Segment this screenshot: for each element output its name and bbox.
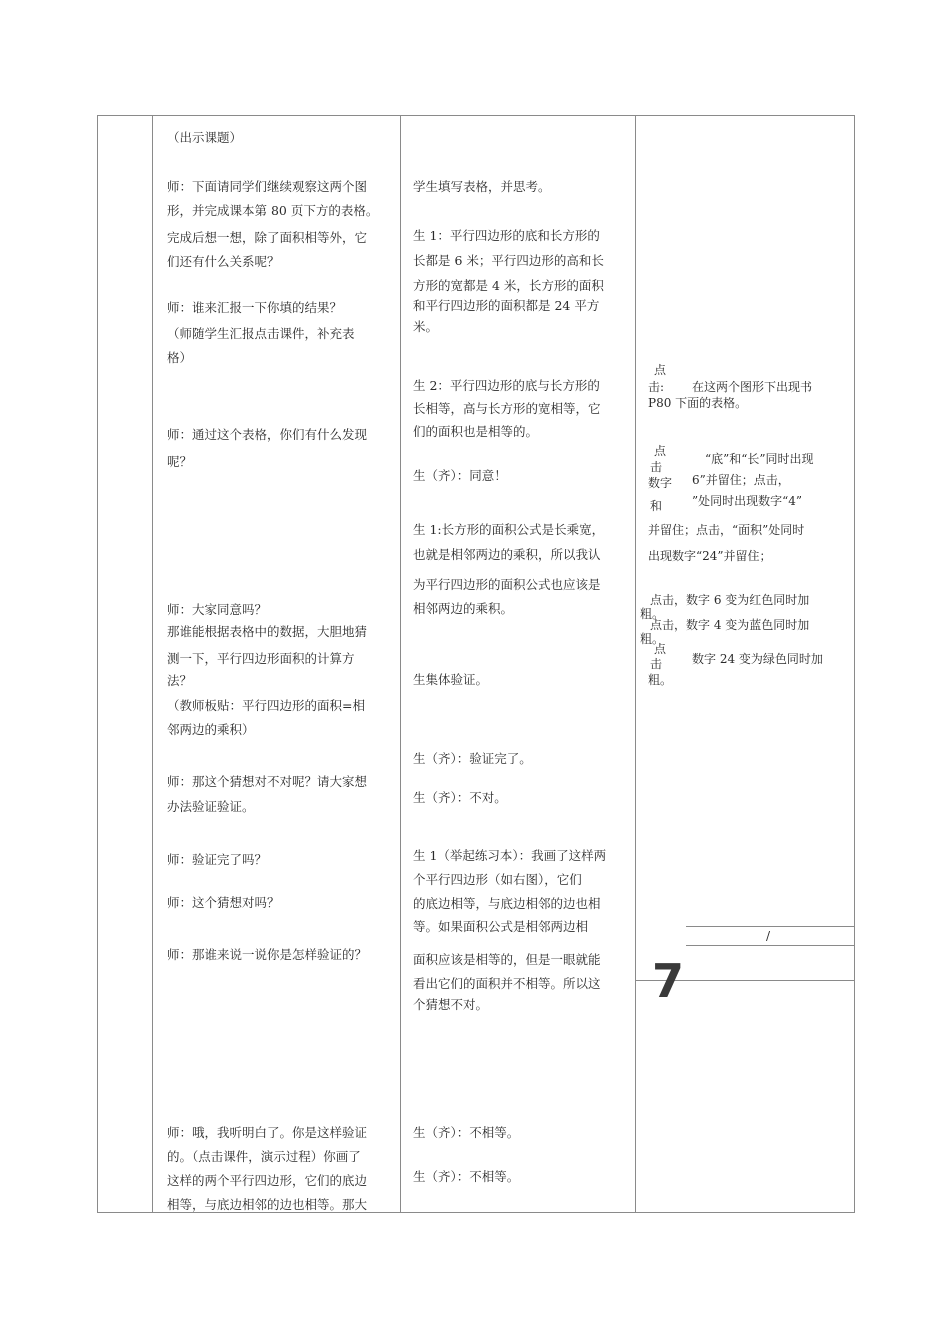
notes-line: 点击，数字 4 变为蓝色同时加 (650, 618, 810, 632)
notes-fragment-mark: 7 (652, 954, 685, 1008)
teacher-line: 师：验证完了吗？ (167, 852, 268, 867)
student-line: 生（齐）：同意！ (413, 468, 507, 483)
student-line: 个猜想不对。 (413, 997, 489, 1012)
teacher-line: 完成后想一想，除了面积相等外，它 (167, 230, 368, 245)
notes-line: 数字 24 变为绿色同时加 (692, 652, 823, 666)
student-line: 生 2：平行四边形的底与长方形的 (413, 378, 600, 393)
student-line: 生 1:长方形的面积公式是长乘宽， (413, 522, 605, 537)
teacher-line: 师：哦，我听明白了。你是这样验证 (167, 1125, 368, 1140)
notes-line: 在这两个图形下出现书 (692, 380, 813, 394)
notes-line: P80 下面的表格。 (648, 396, 748, 410)
notes-line: 点击，数字 6 变为红色同时加 (650, 593, 810, 607)
teacher-line: 师：大家同意吗？ (167, 602, 268, 617)
notes-line: 击: (648, 380, 665, 394)
teacher-line: 相等，与底边相邻的边也相等。那大 (167, 1197, 368, 1212)
teacher-line: 呢？ (167, 454, 193, 469)
teacher-line: 的。（点击课件，演示过程）你画了 (167, 1149, 361, 1164)
teacher-line: 格） (167, 350, 193, 365)
table-right-border (854, 115, 855, 1213)
notes-line: 击 (650, 460, 663, 474)
teacher-line: 这样的两个平行四边形，它们的底边 (167, 1173, 368, 1188)
student-line: 也就是相邻两边的乘积，所以我认 (413, 547, 601, 562)
notes-line: 出现数字“24”并留住； (648, 549, 772, 563)
student-line: 方形的宽都是 4 米，长方形的面积 (413, 278, 604, 293)
student-line: 们的面积也是相等的。 (413, 424, 539, 439)
teacher-line: 那谁能根据表格中的数据，大胆地猜 (167, 624, 368, 639)
notes-line: 数字 (648, 476, 673, 490)
student-line: 生（齐）：不对。 (413, 790, 507, 805)
notes-line: 点 (654, 363, 667, 377)
notes-line: 粗。 (648, 673, 673, 687)
column-divider-1 (152, 115, 153, 1213)
notes-line: 6”并留住；点击， (692, 473, 790, 487)
student-line: 为平行四边形的面积公式也应该是 (413, 577, 601, 592)
student-line: 生集体验证。 (413, 672, 489, 687)
student-line: 生 1：平行四边形的底和长方形的 (413, 228, 600, 243)
notes-line: 击 (650, 657, 663, 671)
student-line: 面积应该是相等的，但是一眼就能 (413, 952, 601, 967)
teacher-line: 邻两边的乘积） (167, 722, 255, 737)
teacher-line: （教师板贴：平行四边形的面积=相 (167, 698, 365, 713)
teacher-line: 师：通过这个表格，你们有什么发现 (167, 427, 368, 442)
notes-line: 和 (650, 499, 663, 513)
teacher-line: 们还有什么关系呢？ (167, 254, 280, 269)
teacher-line: 办法验证验证。 (167, 799, 255, 814)
teacher-line: 师：那这个猜想对不对呢？请大家想 (167, 774, 368, 789)
teacher-line: 师：下面请同学们继续观察这两个图 (167, 179, 368, 194)
table-top-border (97, 115, 855, 116)
teacher-line: 法？ (167, 673, 193, 688)
notes-line: 点 (654, 444, 667, 458)
teacher-line: （出示课题） (167, 130, 243, 145)
student-line: 学生填写表格，并思考。 (413, 179, 551, 194)
notes-line: 粗。 (640, 607, 665, 621)
student-line: 生（齐）：不相等。 (413, 1125, 520, 1140)
column-divider-3 (635, 115, 636, 1213)
student-line: 和平行四边形的面积都是 24 平方 (413, 298, 600, 313)
teacher-line: 师：谁来汇报一下你填的结果？ (167, 300, 343, 315)
student-line: 长都是 6 米；平行四边形的高和长 (413, 253, 604, 268)
student-line: 个平行四边形（如右图），它们 (413, 872, 582, 887)
student-line: 相邻两边的乘积。 (413, 601, 514, 616)
student-line: 的底边相等，与底边相邻的边也相 (413, 896, 601, 911)
column-divider-2 (400, 115, 401, 1213)
student-line: 看出它们的面积并不相等。所以这 (413, 976, 601, 991)
notes-line: “底”和“长”同时出现 (705, 452, 814, 466)
teacher-line: 测一下，平行四边形面积的计算方 (167, 651, 355, 666)
student-line: 生 1（举起练习本）：我画了这样两 (413, 848, 607, 863)
student-line: 生（齐）：验证完了。 (413, 751, 532, 766)
table-left-border (97, 115, 98, 1213)
teacher-line: （师随学生汇报点击课件，补充表 (167, 326, 355, 341)
student-line: 等。如果面积公式是相邻两边相 (413, 919, 589, 934)
teacher-line: 师：那谁来说一说你是怎样验证的？ (167, 947, 368, 962)
student-line: 生（齐）：不相等。 (413, 1169, 520, 1184)
notes-line: 并留住；点击，“面积”处同时 (648, 523, 805, 537)
notes-slash-mark: / (766, 929, 771, 943)
notes-line: 粗。 (640, 632, 665, 646)
teacher-line: 形，并完成课本第 80 页下方的表格。 (167, 203, 379, 218)
teacher-line: 师：这个猜想对吗？ (167, 895, 280, 910)
student-line: 米。 (413, 319, 439, 334)
notes-line: 点 (654, 642, 667, 656)
student-line: 长相等，高与长方形的宽相等，它 (413, 401, 601, 416)
notes-line: ”处同时出现数字“4” (692, 494, 803, 508)
